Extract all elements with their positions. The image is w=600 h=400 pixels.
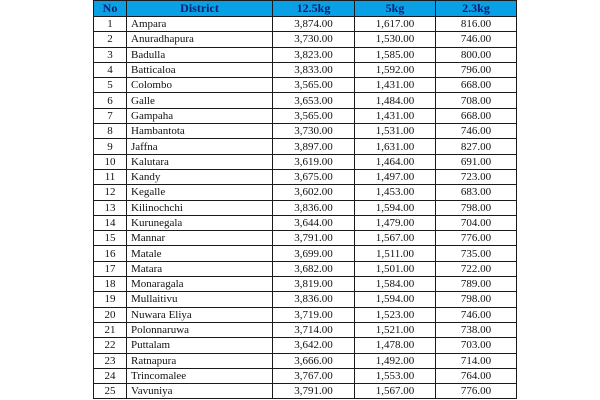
price-5kg: 1,567.00 [355,384,436,399]
price-12-5kg: 3,682.00 [273,261,355,276]
table-row [94,108,517,123]
row-number: 18 [94,277,127,292]
price-12-5kg: 3,819.00 [273,277,355,292]
table-row [94,292,517,307]
row-number: 21 [94,322,127,337]
row-number: 20 [94,307,127,322]
table-row [94,231,517,246]
row-number: 11 [94,169,127,184]
district-name: Mannar [127,231,273,246]
price-5kg: 1,492.00 [355,353,436,368]
price-5kg: 1,501.00 [355,261,436,276]
price-5kg: 1,594.00 [355,200,436,215]
price-12-5kg: 3,602.00 [273,185,355,200]
price-12-5kg: 3,730.00 [273,124,355,139]
row-number: 17 [94,261,127,276]
district-name: Kalutara [127,154,273,169]
district-name: Trincomalee [127,368,273,383]
price-5kg: 1,584.00 [355,277,436,292]
price-5kg: 1,531.00 [355,124,436,139]
table-row [94,124,517,139]
header-5kg: 5kg [355,1,436,17]
table-row [94,139,517,154]
table-row [94,185,517,200]
table-row [94,384,517,399]
price-5kg: 1,585.00 [355,47,436,62]
row-number: 24 [94,368,127,383]
price-2-3kg: 800.00 [436,47,517,62]
price-2-3kg: 704.00 [436,215,517,230]
price-12-5kg: 3,767.00 [273,368,355,383]
price-2-3kg: 798.00 [436,292,517,307]
price-2-3kg: 735.00 [436,246,517,261]
district-name: Batticaloa [127,62,273,77]
row-number: 2 [94,32,127,47]
table-row [94,93,517,108]
price-5kg: 1,431.00 [355,108,436,123]
table-row [94,307,517,322]
price-2-3kg: 776.00 [436,384,517,399]
row-number: 15 [94,231,127,246]
table-row [94,322,517,337]
row-number: 23 [94,353,127,368]
price-12-5kg: 3,565.00 [273,78,355,93]
price-2-3kg: 722.00 [436,261,517,276]
table-row [94,338,517,353]
table-row [94,353,517,368]
district-name: Hambantota [127,124,273,139]
price-2-3kg: 816.00 [436,17,517,32]
price-2-3kg: 746.00 [436,32,517,47]
price-12-5kg: 3,644.00 [273,215,355,230]
header-2-3kg: 2.3kg [436,1,517,17]
price-12-5kg: 3,874.00 [273,17,355,32]
price-12-5kg: 3,833.00 [273,62,355,77]
price-5kg: 1,567.00 [355,231,436,246]
price-2-3kg: 776.00 [436,231,517,246]
price-12-5kg: 3,619.00 [273,154,355,169]
row-number: 1 [94,17,127,32]
header-district: District [127,1,273,17]
price-12-5kg: 3,730.00 [273,32,355,47]
table-row [94,169,517,184]
price-2-3kg: 714.00 [436,353,517,368]
price-12-5kg: 3,791.00 [273,231,355,246]
row-number: 8 [94,124,127,139]
price-12-5kg: 3,666.00 [273,353,355,368]
district-name: Badulla [127,47,273,62]
table-row [94,215,517,230]
price-5kg: 1,478.00 [355,338,436,353]
row-number: 6 [94,93,127,108]
district-name: Kurunegala [127,215,273,230]
price-2-3kg: 764.00 [436,368,517,383]
district-name: Kandy [127,169,273,184]
price-2-3kg: 703.00 [436,338,517,353]
district-name: Vavuniya [127,384,273,399]
row-number: 9 [94,139,127,154]
price-2-3kg: 683.00 [436,185,517,200]
district-name: Ampara [127,17,273,32]
price-5kg: 1,431.00 [355,78,436,93]
price-2-3kg: 798.00 [436,200,517,215]
gas-price-table [93,0,517,399]
district-name: Anuradhapura [127,32,273,47]
price-2-3kg: 827.00 [436,139,517,154]
table-row [94,261,517,276]
row-number: 4 [94,62,127,77]
header-12-5kg: 12.5kg [273,1,355,17]
header-row [94,1,517,17]
district-name: Matale [127,246,273,261]
price-5kg: 1,523.00 [355,307,436,322]
district-name: Gampaha [127,108,273,123]
price-12-5kg: 3,653.00 [273,93,355,108]
table-header [94,1,517,17]
price-12-5kg: 3,675.00 [273,169,355,184]
price-12-5kg: 3,897.00 [273,139,355,154]
district-name: Matara [127,261,273,276]
price-table-container [93,0,516,399]
row-number: 13 [94,200,127,215]
district-name: Nuwara Eliya [127,307,273,322]
table-row [94,62,517,77]
price-5kg: 1,594.00 [355,292,436,307]
row-number: 12 [94,185,127,200]
district-name: Kilinochchi [127,200,273,215]
price-2-3kg: 723.00 [436,169,517,184]
row-number: 25 [94,384,127,399]
row-number: 16 [94,246,127,261]
table-row [94,277,517,292]
table-row [94,78,517,93]
row-number: 7 [94,108,127,123]
table-row [94,200,517,215]
price-5kg: 1,592.00 [355,62,436,77]
price-2-3kg: 691.00 [436,154,517,169]
district-name: Mullaitivu [127,292,273,307]
price-5kg: 1,617.00 [355,17,436,32]
district-name: Ratnapura [127,353,273,368]
price-12-5kg: 3,836.00 [273,292,355,307]
price-12-5kg: 3,719.00 [273,307,355,322]
price-5kg: 1,511.00 [355,246,436,261]
district-name: Galle [127,93,273,108]
table-row [94,17,517,32]
row-number: 5 [94,78,127,93]
price-12-5kg: 3,565.00 [273,108,355,123]
price-2-3kg: 738.00 [436,322,517,337]
header-no: No [94,1,127,17]
price-12-5kg: 3,699.00 [273,246,355,261]
table-row [94,154,517,169]
district-name: Kegalle [127,185,273,200]
row-number: 3 [94,47,127,62]
price-12-5kg: 3,836.00 [273,200,355,215]
price-12-5kg: 3,791.00 [273,384,355,399]
price-2-3kg: 668.00 [436,108,517,123]
price-5kg: 1,497.00 [355,169,436,184]
price-12-5kg: 3,823.00 [273,47,355,62]
district-name: Puttalam [127,338,273,353]
price-2-3kg: 789.00 [436,277,517,292]
price-2-3kg: 746.00 [436,307,517,322]
table-row [94,32,517,47]
table-row [94,47,517,62]
district-name: Jaffna [127,139,273,154]
price-5kg: 1,464.00 [355,154,436,169]
table-row [94,368,517,383]
price-5kg: 1,484.00 [355,93,436,108]
price-5kg: 1,479.00 [355,215,436,230]
district-name: Polonnaruwa [127,322,273,337]
price-2-3kg: 668.00 [436,78,517,93]
price-2-3kg: 708.00 [436,93,517,108]
price-5kg: 1,530.00 [355,32,436,47]
district-name: Monaragala [127,277,273,292]
price-12-5kg: 3,642.00 [273,338,355,353]
row-number: 10 [94,154,127,169]
price-5kg: 1,453.00 [355,185,436,200]
row-number: 19 [94,292,127,307]
price-5kg: 1,631.00 [355,139,436,154]
table-row [94,246,517,261]
price-5kg: 1,553.00 [355,368,436,383]
price-12-5kg: 3,714.00 [273,322,355,337]
district-name: Colombo [127,78,273,93]
table-body [94,17,517,399]
price-5kg: 1,521.00 [355,322,436,337]
price-2-3kg: 796.00 [436,62,517,77]
row-number: 14 [94,215,127,230]
price-2-3kg: 746.00 [436,124,517,139]
row-number: 22 [94,338,127,353]
